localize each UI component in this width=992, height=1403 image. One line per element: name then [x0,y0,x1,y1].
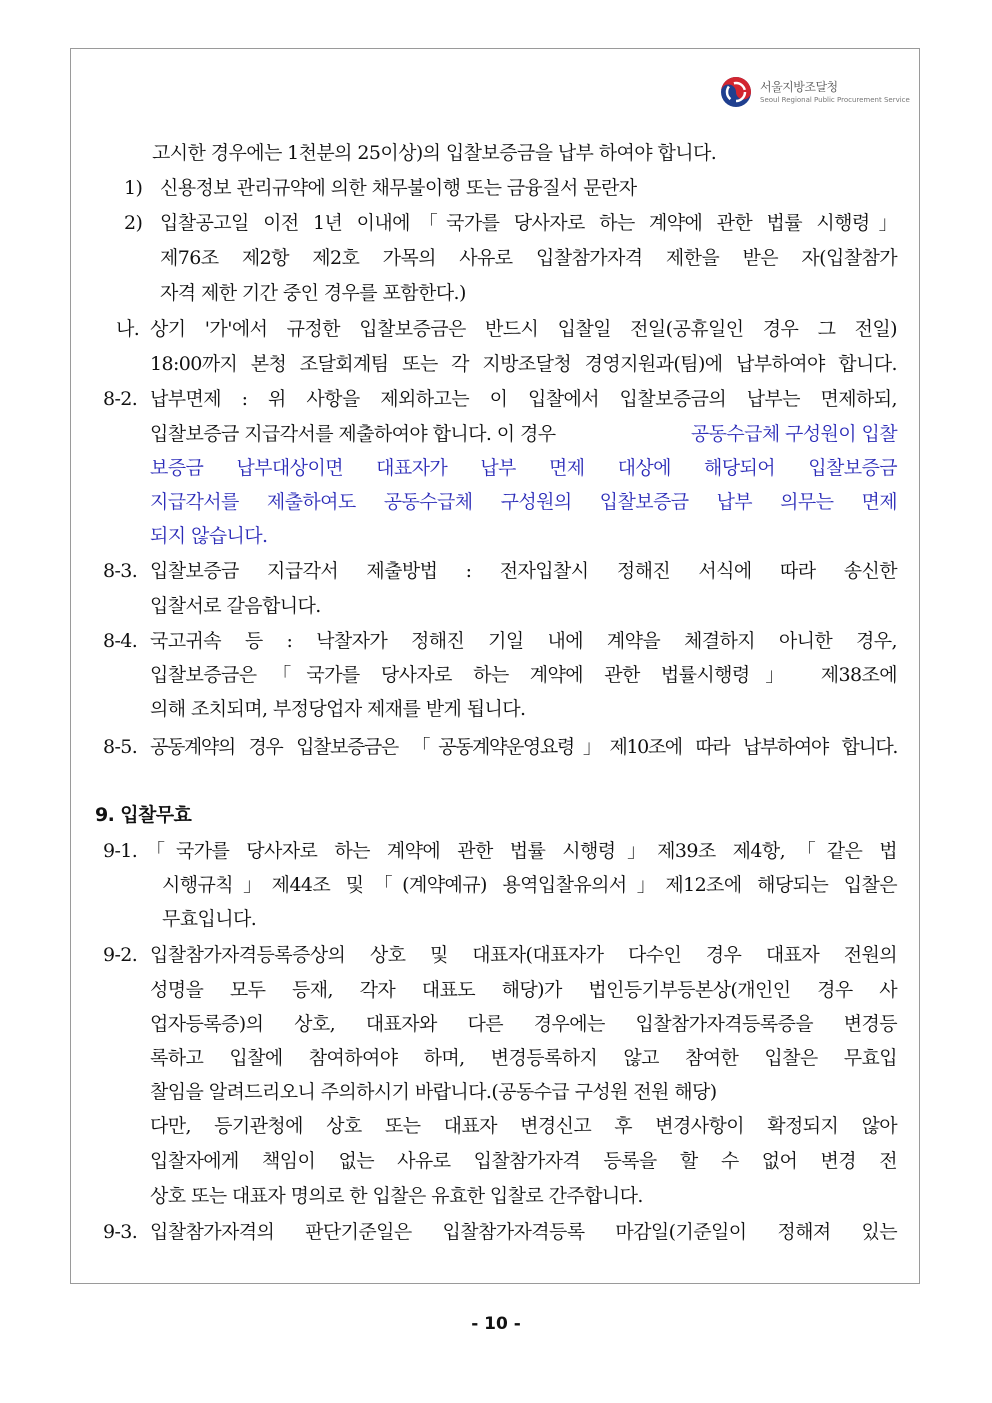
text-segment: 입찰보증금 지급각서를 제출하여야 합니다. 이 경우 [150,423,561,445]
logo-english-text: Seoul Regional Public Procurement Service [760,96,910,104]
text-line: 입찰보증금은「국가를 당사자로 하는 계약에 관한 법률시행령」 제38조에 [150,664,897,686]
text-line: 록하고 입찰에 참여하여야 하며, 변경등록하지 않고 참여한 입찰은 무효입 [150,1047,897,1069]
text-line: 다만, 등기관청에 상호 또는 대표자 변경신고 후 변경사항이 확정되지 않아 [150,1115,897,1137]
section-number: 9-1. [103,840,138,862]
text-line: 시행규칙」제44조 및「(계약예규) 용역입찰유의서」제12조에 해당되는 입찰은 [162,874,897,896]
highlighted-text-line: 되지 않습니다. [150,525,268,547]
section-number: 8-4. [103,630,138,652]
highlighted-text-line: 지급각서를 제출하여도 공동수급체 구성원의 입찰보증금 납부 의무는 면제 [150,491,897,513]
highlighted-text-segment: 공동수급체 구성원이 입찰 [690,423,897,445]
text-line: 자격 제한 기간 중인 경우를 포함한다.) [160,282,466,304]
highlighted-text-line: 보증금 납부대상이면 대표자가 납부 면제 대상에 해당되어 입찰보증금 [150,457,897,479]
taegeuk-emblem-icon [718,74,754,110]
section-number: 8-3. [103,560,138,582]
text-line: 입찰자에게 책임이 없는 사유로 입찰참가자격 등록을 할 수 없어 변경 전 [150,1150,897,1172]
text-line: 제76조 제2항 제2호 가목의 사유로 입찰참가자격 제한을 받은 자(입찰참가 [160,247,897,269]
text-line: 의해 조치되며, 부정당업자 제재를 받게 됩니다. [150,698,526,720]
text-line: 찰임을 알려드리오니 주의하시기 바랍니다.(공동수급 구성원 전원 해당) [150,1081,717,1103]
agency-logo [718,72,910,116]
section-heading: 9. 입찰무효 [95,804,192,826]
text-line: 성명을 모두 등재, 각자 대표도 해당)가 법인등기부등본상(개인인 경우 사 [150,979,897,1001]
text-line: 입찰공고일 이전 1년 이내에「국가를 당사자로 하는 계약에 관한 법률 시행령」 [160,212,897,234]
section-number: 9-2. [103,944,138,966]
text-line: 고시한 경우에는 1천분의 25이상)의 입찰보증금을 납부 하여야 합니다. [152,142,717,164]
item-marker: 1) [124,177,143,199]
text-line: 입찰보증금 지급각서 제출방법 : 전자입찰시 정해진 서식에 따라 송신한 [150,560,897,582]
text-line: 무효입니다. [162,908,257,930]
text-line: 입찰서로 갈음합니다. [150,595,321,617]
text-line: 18:00까지 본청 조달회계팀 또는 각 지방조달청 경영지원과(팀)에 납부하여야 합니다. [150,353,897,375]
text-line-mixed [150,421,897,447]
text-line: 국고귀속 등 : 낙찰자가 정해진 기일 내에 계약을 체결하지 아니한 경우, [150,630,897,652]
section-number: 8-2. [103,388,138,410]
section-number: 8-5. [103,736,138,758]
logo-korean-text: 서울지방조달청 [760,80,838,94]
text-line: 입찰참가자격등록증상의 상호 및 대표자(대표자가 다수인 경우 대표자 전원의 [150,944,897,966]
text-line: 납부면제 : 위 사항을 제외하고는 이 입찰에서 입찰보증금의 납부는 면제하되, [150,388,897,410]
page-number: - 10 - [471,1314,521,1334]
item-marker: 나. [116,318,140,340]
text-line: 공동계약의 경우 입찰보증금은 「공동계약운영요령」제10조에 따라 납부하여야 합니다. [150,736,897,758]
text-line: 입찰참가자격의 판단기준일은 입찰참가자격등록 마감일(기준일이 정해져 있는 [150,1221,897,1243]
text-line: 신용정보 관리규약에 의한 채무불이행 또는 금융질서 문란자 [160,177,637,199]
text-line: 「국가를 당사자로 하는 계약에 관한 법률 시행령」제39조 제4항,「같은 법 [146,840,897,862]
item-marker: 2) [124,212,143,234]
text-line: 업자등록증)의 상호, 대표자와 다른 경우에는 입찰참가자격등록증을 변경등 [150,1013,897,1035]
section-number: 9-3. [103,1221,138,1243]
text-line: 상기 '가'에서 규정한 입찰보증금은 반드시 입찰일 전일(공휴일인 경우 그 전일) [150,318,897,340]
text-line: 상호 또는 대표자 명의로 한 입찰은 유효한 입찰로 간주합니다. [150,1185,643,1207]
